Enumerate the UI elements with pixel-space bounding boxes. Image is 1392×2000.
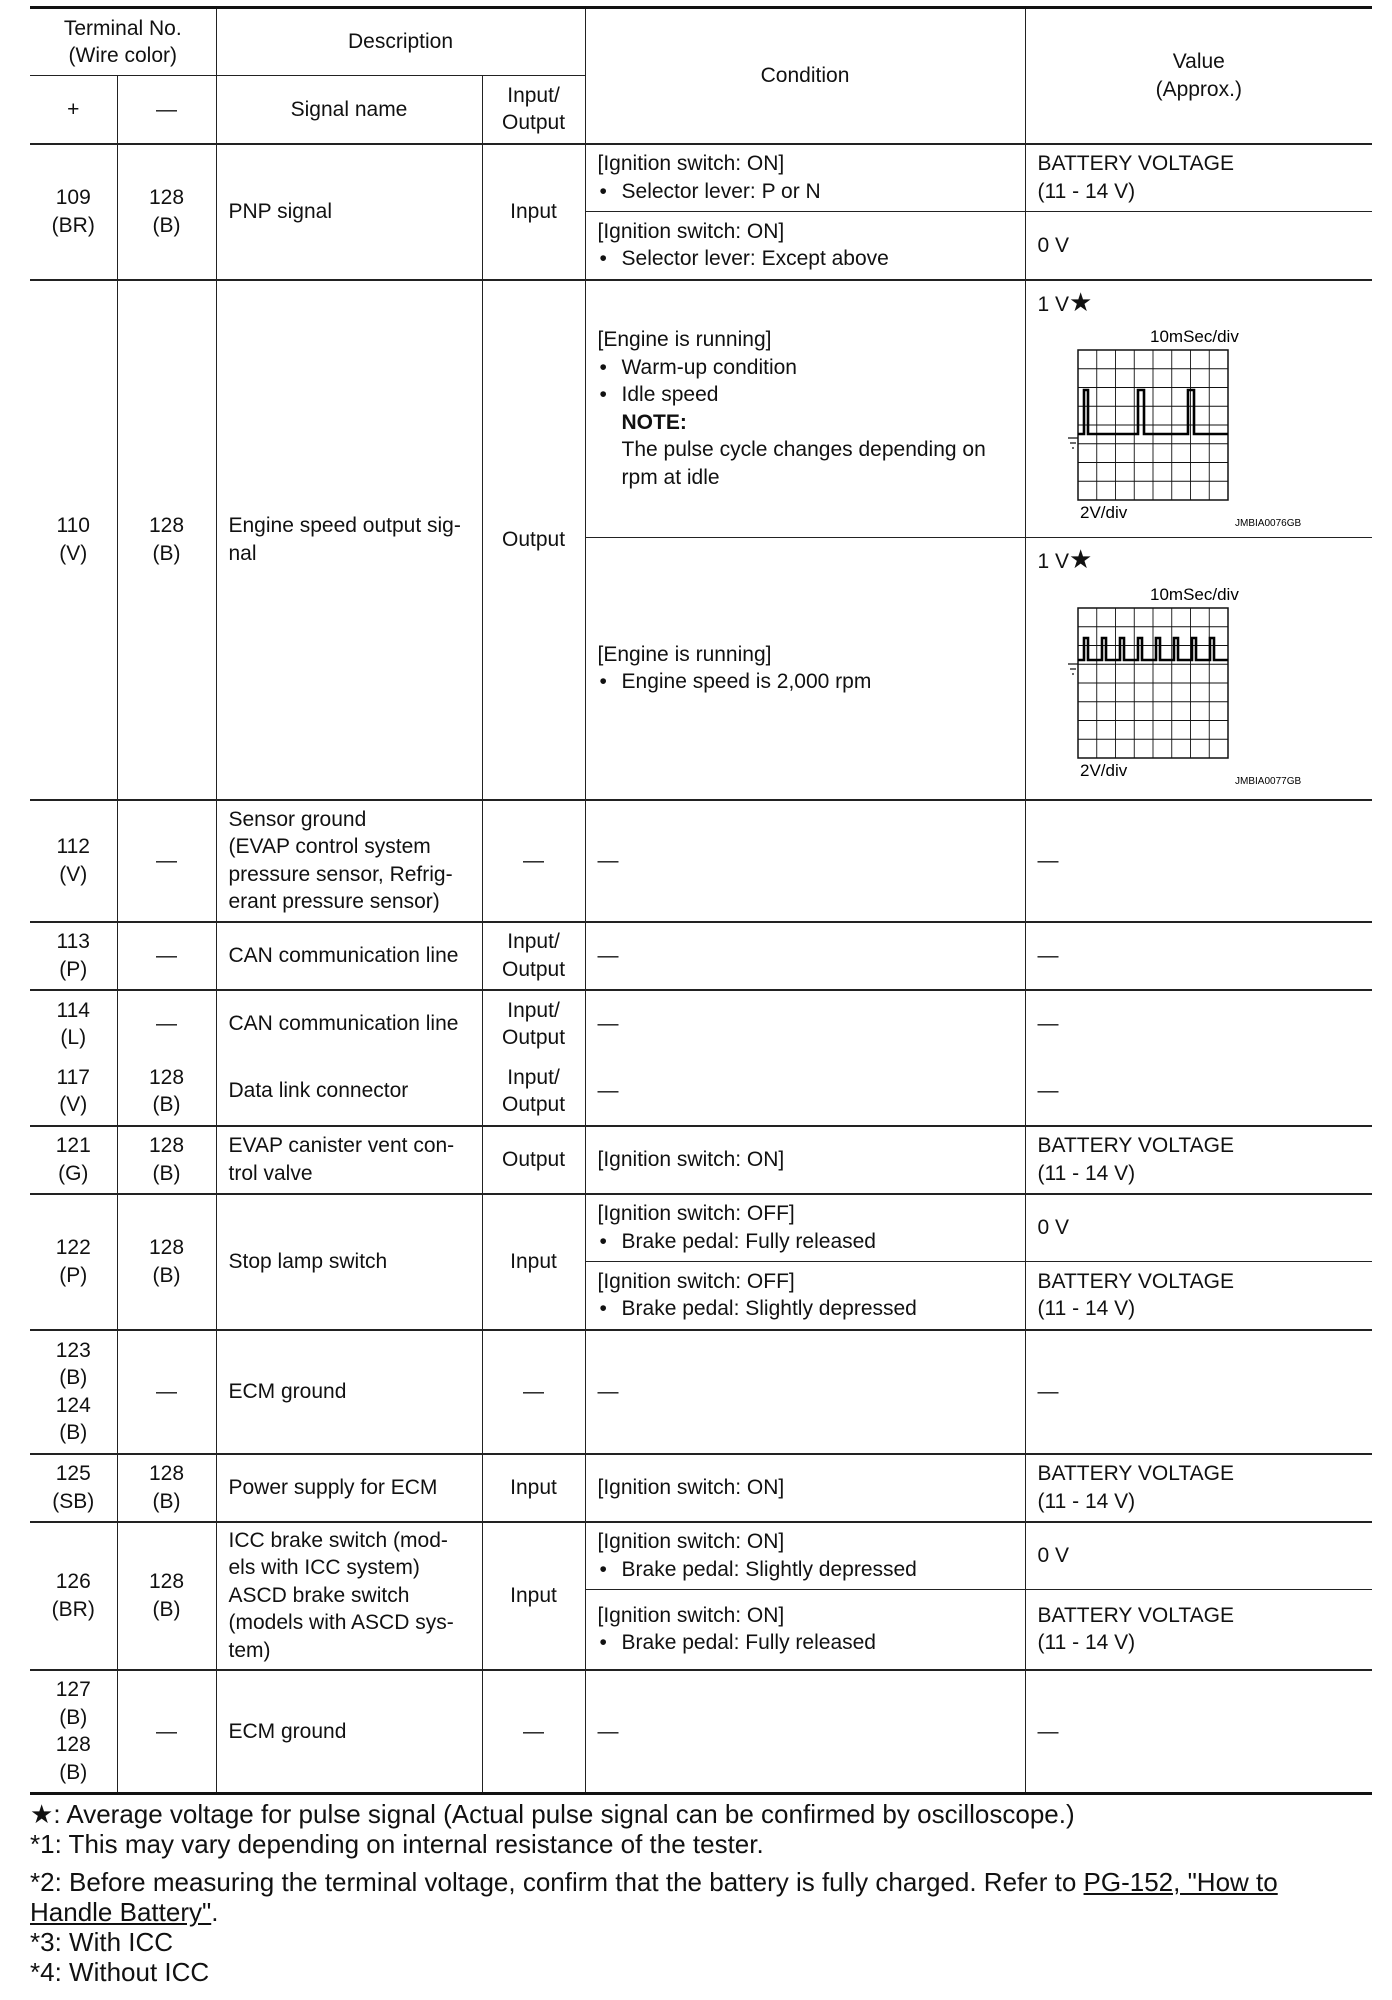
wire-color: (SB) [52, 1489, 95, 1513]
value-cell: — [1025, 990, 1372, 1058]
wire-color: (B) [152, 541, 181, 565]
wire-color: (B) [59, 1421, 88, 1444]
value-cell [1025, 1262, 1372, 1330]
value-cell: — [1025, 1670, 1372, 1794]
scope-time-label: 10mSec/div [1149, 584, 1239, 604]
footnote-3: *3: With ICC [30, 1927, 174, 1957]
note-label: NOTE: [621, 410, 687, 434]
footnote-4: *4: Without ICC [30, 1957, 210, 1987]
wire-color: (L) [60, 1026, 87, 1049]
io-type: — [482, 1670, 585, 1794]
terminal-number: 114 [56, 998, 90, 1022]
wire-color: (V) [59, 1093, 88, 1116]
scope-volt-label: 2V/div [1079, 503, 1127, 522]
value-cell [1025, 144, 1372, 212]
terminal-number: 110 [56, 514, 90, 537]
condition-cell [585, 1590, 1025, 1670]
wire-color: (B) [152, 1597, 181, 1621]
condition-item: Brake pedal: Fully released [621, 1229, 876, 1253]
terminal-number: 113 [56, 930, 90, 953]
wire-color: (B) [59, 1705, 88, 1729]
star-icon: ★ [30, 1799, 54, 1829]
terminal-number: 122 [55, 1236, 91, 1259]
battery-reference-link[interactable]: PG-152, "How to [1083, 1867, 1278, 1897]
signal-line: EVAP canister vent con- [228, 1134, 455, 1157]
approx-label: (Approx.) [1155, 77, 1242, 101]
terminal-minus: — [117, 1670, 216, 1794]
signal-line: erant pressure sensor) [228, 890, 440, 913]
condition-item: Selector lever: Except above [621, 247, 889, 271]
battery-reference-link[interactable]: Handle Battery" [30, 1897, 212, 1927]
value-cell: — [1025, 922, 1372, 990]
condition-heading: [Ignition switch: ON] [597, 1530, 785, 1554]
wire-color: (B) [152, 1489, 181, 1513]
io-type: Output [482, 1126, 585, 1194]
io-type: Input [482, 1522, 585, 1670]
signal-name-header: Signal name [216, 76, 482, 144]
condition-cell: — [585, 1058, 1025, 1126]
signal-name: Power supply for ECM [216, 1454, 482, 1522]
signal-line: tem) [228, 1638, 271, 1662]
wire-color: (B) [152, 1161, 181, 1185]
value-cell: — [1025, 800, 1372, 922]
bullet-icon: • [599, 1229, 607, 1253]
io-type: Input [482, 144, 585, 280]
signal-name: PNP signal [216, 144, 482, 280]
io-type: Input [482, 1194, 585, 1330]
condition-cell [585, 1194, 1025, 1262]
terminal-minus [117, 1058, 216, 1126]
terminal-minus: — [117, 1330, 216, 1454]
footnote-text: . [211, 1897, 219, 1927]
bullet-icon: • [599, 355, 607, 379]
wire-color: (V) [59, 862, 88, 886]
value-text: BATTERY VOLTAGE [1037, 1462, 1234, 1485]
star-icon: ★ [1069, 286, 1093, 317]
ground-icon [1068, 664, 1078, 674]
terminal-number: 121 [55, 1134, 91, 1157]
wire-color-label: (Wire color) [68, 44, 177, 67]
table-row [30, 1330, 1372, 1454]
condition-bullet [598, 1556, 1013, 1584]
figure-code: JMBIA0077GB [1234, 775, 1301, 787]
value-cell: — [1037, 1079, 1059, 1103]
terminal-minus: — [117, 922, 216, 990]
footnote-text: *2: Before measuring the terminal voltage, confirm that the battery is fully charged. Refer to [30, 1867, 1084, 1897]
signal-line: (models with ASCD sys- [228, 1611, 454, 1635]
condition-bullet [598, 178, 1013, 206]
footnote-star [30, 1799, 1372, 1829]
terminal-number: 128 [148, 1570, 185, 1593]
terminal-plus [30, 144, 117, 280]
footnote-text: : Average voltage for pulse signal (Actual pulse signal can be confirmed by oscilloscope.) [53, 1799, 1075, 1829]
bullet-icon: • [599, 1297, 607, 1321]
condition-cell: — [585, 990, 1025, 1058]
io-type [482, 1058, 585, 1126]
condition-cell [585, 144, 1025, 212]
signal-name: ECM ground [216, 1330, 482, 1454]
value-text: BATTERY VOLTAGE [1037, 1603, 1234, 1627]
scope-grid [1078, 608, 1228, 758]
value-text: BATTERY VOLTAGE [1037, 1269, 1234, 1293]
value-text [1037, 286, 1361, 319]
terminal-number: 128 [148, 1236, 185, 1259]
table-row [30, 800, 1372, 922]
terminal-plus [30, 1522, 117, 1670]
condition-heading: [Ignition switch: ON] [597, 219, 785, 243]
condition-item: Brake pedal: Fully released [621, 1631, 876, 1655]
condition-cell: — [585, 922, 1025, 990]
condition-bullet [598, 1228, 1013, 1256]
signal-name [216, 280, 482, 800]
terminal-plus [30, 280, 117, 800]
signal-name: CAN communication line [216, 990, 482, 1058]
signal-line: trol valve [228, 1161, 313, 1185]
terminal-no-label: Terminal No. [63, 16, 182, 40]
value-cell: 0 V [1025, 1194, 1372, 1262]
bullet-icon: • [599, 247, 607, 271]
io-header [482, 76, 585, 144]
condition-bullet [598, 1629, 1013, 1657]
condition-item: Engine speed is 2,000 rpm [621, 670, 872, 694]
scope-time-label: 10mSec/div [1149, 327, 1239, 346]
condition-item: Warm-up condition [621, 355, 797, 379]
footnote-1: *1: This may vary depending on internal resistance of the tester. [30, 1829, 764, 1859]
condition-cell: — [585, 800, 1025, 922]
ecm-terminal-table [30, 6, 1372, 1795]
table-row [30, 144, 1372, 212]
table-row [30, 280, 1372, 538]
condition-bullet [598, 245, 1013, 273]
terminal-plus [30, 1670, 117, 1794]
condition-item: Idle speed [621, 383, 719, 407]
terminal-number: 127 [55, 1678, 91, 1702]
bullet-icon: • [599, 1557, 607, 1581]
value-cell: — [1025, 1330, 1372, 1454]
io-input-label: Input/ [507, 83, 560, 107]
io-output-label: Output [501, 111, 566, 135]
table-row [30, 1058, 1372, 1126]
io-line: Input/ [507, 998, 560, 1022]
terminal-minus: — [117, 800, 216, 922]
value-range: (11 - 14 V) [1037, 1297, 1136, 1321]
io-type: Input [482, 1454, 585, 1522]
terminal-number: 123 [55, 1338, 91, 1362]
condition-cell: — [585, 1330, 1025, 1454]
minus-header: — [117, 76, 216, 144]
terminal-plus [30, 800, 117, 922]
value-cell [1025, 1454, 1372, 1522]
oscilloscope-waveform-2000rpm [1038, 578, 1338, 788]
wire-color: (B) [152, 1263, 181, 1287]
terminal-number: 128 [148, 186, 185, 209]
value-range: (11 - 14 V) [1037, 1161, 1136, 1185]
table-row [30, 1194, 1372, 1262]
value-text: BATTERY VOLTAGE [1037, 152, 1234, 176]
wire-color: (B) [152, 1093, 181, 1116]
bullet-icon: • [599, 383, 607, 407]
terminal-number: 117 [56, 1065, 90, 1089]
wire-color: (B) [152, 213, 181, 237]
wire-color: (B) [59, 1760, 88, 1784]
terminal-number: 128 [148, 1134, 185, 1157]
condition-heading: [Ignition switch: ON] [597, 152, 785, 176]
table-row [30, 1522, 1372, 1590]
terminal-plus [30, 1194, 117, 1330]
table-row [30, 1454, 1372, 1522]
footnotes [30, 1799, 1372, 1987]
condition-cell [585, 1522, 1025, 1590]
terminal-number: 124 [55, 1393, 91, 1417]
signal-line: Sensor ground [228, 807, 367, 831]
condition-cell: [Ignition switch: ON] [585, 1126, 1025, 1194]
table-row [30, 990, 1372, 1058]
signal-line: els with ICC system) [228, 1556, 420, 1580]
value-range: (11 - 14 V) [1037, 1489, 1136, 1513]
bullet-icon: • [599, 1631, 607, 1655]
scope-grid [1078, 350, 1228, 500]
header-row-1 [30, 8, 1372, 76]
terminal-number: 126 [55, 1570, 91, 1593]
value-cell [1025, 1590, 1372, 1670]
note-text: The pulse cycle changes depending on [621, 438, 986, 462]
star-icon: ★ [1069, 544, 1093, 574]
value-text: BATTERY VOLTAGE [1037, 1134, 1234, 1157]
value-label: Value [1172, 50, 1225, 74]
signal-name [216, 1126, 482, 1194]
signal-line: (EVAP control system [228, 835, 431, 858]
value-cell: 0 V [1025, 1522, 1372, 1590]
signal-line: ICC brake switch (mod- [228, 1528, 448, 1552]
io-type: — [482, 1330, 585, 1454]
figure-code: JMBIA0076GB [1234, 518, 1301, 529]
terminal-plus [30, 1454, 117, 1522]
terminal-table-page [30, 6, 1372, 1987]
signal-line: Engine speed output sig- [228, 514, 461, 537]
value-cell [1025, 1126, 1372, 1194]
plus-header: + [30, 76, 117, 144]
terminal-minus [117, 1522, 216, 1670]
terminal-number: 128 [55, 1733, 91, 1757]
value-voltage: 1 V [1037, 550, 1070, 573]
condition-cell [585, 212, 1025, 280]
condition-bullet [598, 381, 1013, 409]
ground-icon [1068, 438, 1078, 448]
terminal-no-header [30, 8, 216, 76]
note-block [598, 409, 1013, 492]
value-cell [1025, 280, 1372, 538]
terminal-number: 128 [148, 514, 185, 537]
value-voltage: 1 V [1037, 292, 1070, 316]
signal-line: ASCD brake switch [228, 1583, 410, 1607]
condition-cell [585, 280, 1025, 538]
wire-color: (BR) [51, 213, 95, 237]
wire-color: (BR) [51, 1597, 95, 1621]
io-line: Output [501, 1026, 566, 1049]
io-type: — [482, 800, 585, 922]
condition-item: Brake pedal: Slightly depressed [621, 1297, 917, 1321]
wire-color: (V) [59, 541, 88, 565]
value-cell: 0 V [1025, 212, 1372, 280]
io-line: Input/ [507, 930, 560, 953]
io-line: Output [501, 957, 566, 981]
condition-cell: — [585, 1670, 1025, 1794]
footnote-2 [30, 1867, 1372, 1927]
table-row [30, 1670, 1372, 1794]
value-range: (11 - 14 V) [1037, 179, 1136, 203]
condition-header: Condition [585, 8, 1025, 144]
wire-color: (G) [58, 1161, 89, 1185]
terminal-minus [117, 144, 216, 280]
wire-color: (P) [59, 1263, 88, 1287]
terminal-minus [117, 280, 216, 800]
value-range: (11 - 14 V) [1037, 1631, 1136, 1655]
terminal-minus [117, 1194, 216, 1330]
signal-name: ECM ground [216, 1670, 482, 1794]
condition-heading: [Ignition switch: ON] [597, 1603, 785, 1627]
io-type [482, 922, 585, 990]
signal-name: CAN communication line [216, 922, 482, 990]
value-text [1037, 544, 1361, 576]
condition-heading: [Ignition switch: OFF] [597, 1202, 795, 1226]
signal-name: Stop lamp switch [216, 1194, 482, 1330]
terminal-plus [30, 1126, 117, 1194]
io-line: Output [501, 1093, 566, 1116]
signal-name [216, 800, 482, 922]
wire-color: (B) [59, 1366, 88, 1389]
signal-name [216, 1522, 482, 1670]
terminal-minus [117, 1454, 216, 1522]
terminal-number: 109 [55, 186, 91, 209]
condition-cell: [Ignition switch: ON] [585, 1454, 1025, 1522]
signal-name: Data link connector [216, 1058, 482, 1126]
bullet-icon: • [599, 670, 607, 694]
scope-volt-label: 2V/div [1079, 760, 1127, 780]
condition-heading: [Engine is running] [597, 328, 772, 352]
table-row [30, 922, 1372, 990]
bullet-icon: • [599, 179, 607, 203]
wire-color: (P) [59, 957, 88, 981]
condition-cell [585, 1262, 1025, 1330]
condition-bullet [598, 668, 1013, 696]
signal-line: pressure sensor, Refrig- [228, 862, 453, 886]
terminal-plus [30, 922, 117, 990]
io-line: Input/ [507, 1065, 560, 1089]
value-header [1025, 8, 1372, 144]
condition-bullet [598, 354, 1013, 382]
table-row [30, 1126, 1372, 1194]
description-header: Description [216, 8, 585, 76]
note-text: rpm at idle [621, 465, 720, 489]
oscilloscope-waveform-idle [1038, 320, 1338, 530]
terminal-minus [117, 1126, 216, 1194]
terminal-number: 128 [148, 1065, 185, 1089]
condition-heading: [Ignition switch: OFF] [597, 1269, 795, 1293]
terminal-plus [30, 1058, 117, 1126]
terminal-number: 112 [56, 835, 90, 858]
value-cell [1025, 538, 1372, 800]
condition-cell [585, 538, 1025, 800]
terminal-plus [30, 1330, 117, 1454]
condition-item: Brake pedal: Slightly depressed [621, 1557, 917, 1581]
condition-heading: [Engine is running] [597, 642, 772, 666]
terminal-number: 128 [148, 1462, 185, 1485]
signal-line: nal [228, 541, 257, 565]
terminal-plus [30, 990, 117, 1058]
io-type [482, 990, 585, 1058]
io-type: Output [482, 280, 585, 800]
condition-item: Selector lever: P or N [621, 179, 821, 203]
terminal-number: 125 [55, 1462, 91, 1485]
condition-bullet [598, 1295, 1013, 1323]
terminal-minus: — [117, 990, 216, 1058]
